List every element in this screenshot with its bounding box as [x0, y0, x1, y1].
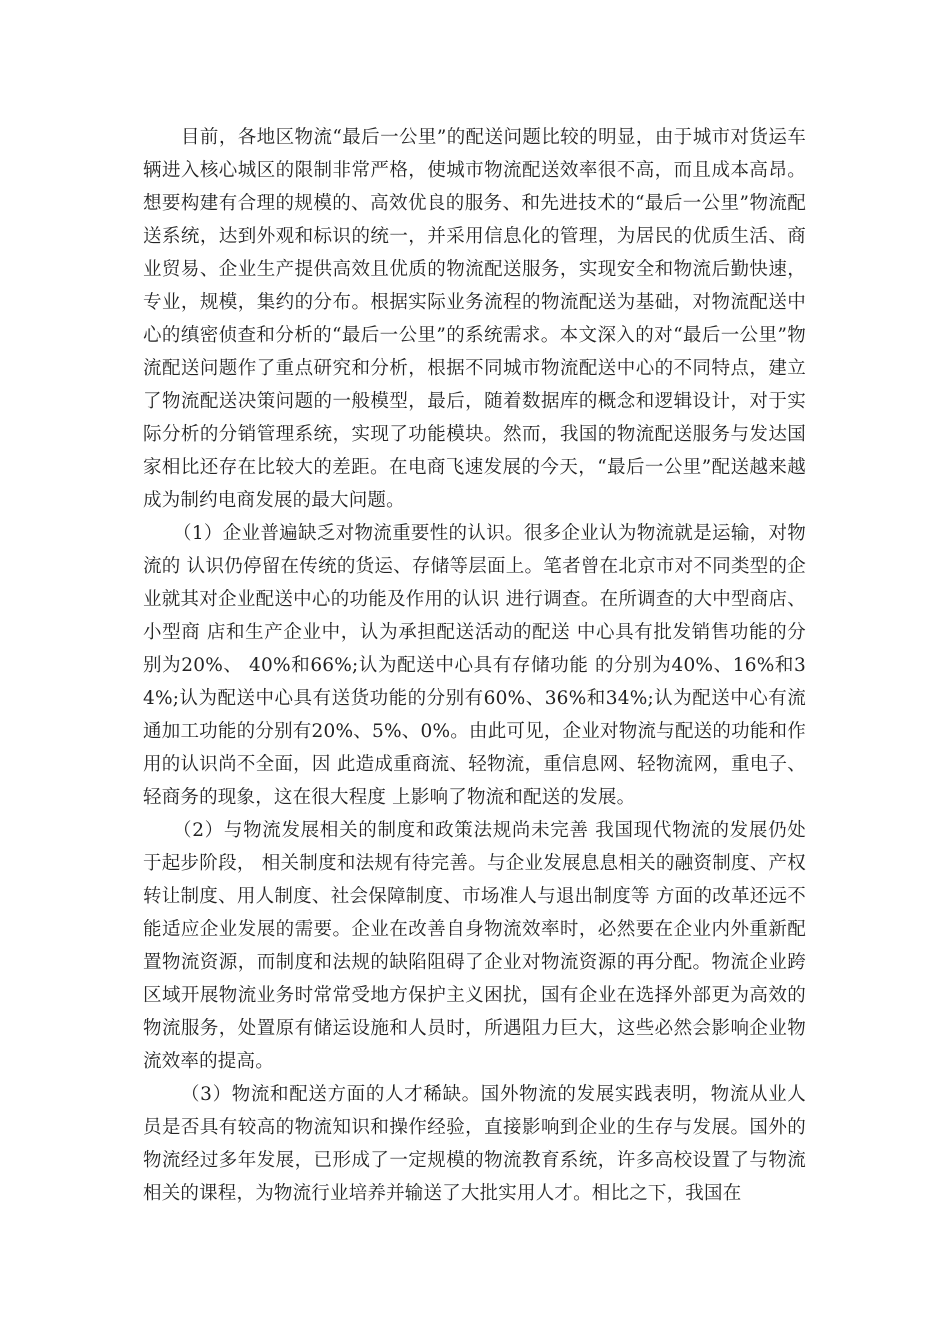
document-body [143, 121, 806, 1210]
paragraph-point-3: （3）物流和配送方面的人才稀缺。国外物流的发展实践表明，物流从业人员是否具有较高的物流知识和操作经验，直接影响到企业的生存与发展。国外的物流经过多年发展，已形成了一定规模的物流教育系统，许多高校设置了与物流相关的课程，为物流行业培养并输送了大批实用人才。相比之下，我国在 [143, 1084, 806, 1204]
paragraph-intro: 目前，各地区物流“最后一公里”的配送问题比较的明显，由于城市对货运车辆进入核心城区的限制非常严格，使城市物流配送效率很不高，而且成本高昂。想要构建有合理的规模的、高效优良的服务、和先进技术的“最后一公里”物流配送系统，达到外观和标识的统一，并采用信息化的管理，为居民的优质生活、商业贸易、企业生产提供高效且优质的物流配送服务，实现安全和物流后勤快速，专业，规模，集约的分布。根据实际业务流程的物流配送为基础，对物流配送中心的缜密侦查和分析的“最后一公里”的系统需求。本文深入的对“最后一公里”物流配送问题作了重点研究和分析，根据不同城市物流配送中心的不同特点，建立了物流配送决策问题的一般模型，最后，随着数据库的概念和逻辑设计，对于实际分析的分销管理系统，实现了功能模块。然而，我国的物流配送服务与发达国家相比还存在比较大的差距。在电商飞速发展的今天，“最后一公里”配送越来越成为制约电商发展的最大问题。 [143, 127, 806, 511]
paragraph-point-2: （2）与物流发展相关的制度和政策法规尚未完善 我国现代物流的发展仍处于起步阶段， 相关制度和法规有待完善。与企业发展息息相关的融资制度、产权转让制度、用人制度、社会保障制度、市场准人与退出制度等 方面的改革还远不能适应企业发展的需要。企业在改善自身物流效率时，必然要在企业内外重新配置物流资源，而制度和法规的缺陷阻碍了企业对物流资源的再分配。物流企业跨区域开展物流业务时常常受地方保护主义困扰，国有企业在选择外部更为高效的物流服务，处置原有储运设施和人员时，所遇阻力巨大，这些必然会影响企业物流效率的提高。 [143, 820, 806, 1072]
paragraph-point-1: （1）企业普遍缺乏对物流重要性的认识。很多企业认为物流就是运输，对物流的 认识仍停留在传统的货运、存储等层面上。笔者曾在北京市对不同类型的企 业就其对企业配送中心的功能及作用的认识 进行调查。在所调查的大中型商店、小型商 店和生产企业中，认为承担配送活动的配送 中心具有批发销售功能的分别为20%、 40%和66%;认为配送中心具有存储功能 的分别为40%、16%和34%;认为配送中心具有送货功能的分别有60%、36%和34%;认为配送中心有流通加工功能的分别有20%、5%、0%。由此可见，企业对物流与配送的功能和作用的认识尚不全面，因 此造成重商流、轻物流，重信息网、轻物流网，重电子、轻商务的现象，这在很大程度 上影响了物流和配送的发展。 [143, 523, 806, 808]
